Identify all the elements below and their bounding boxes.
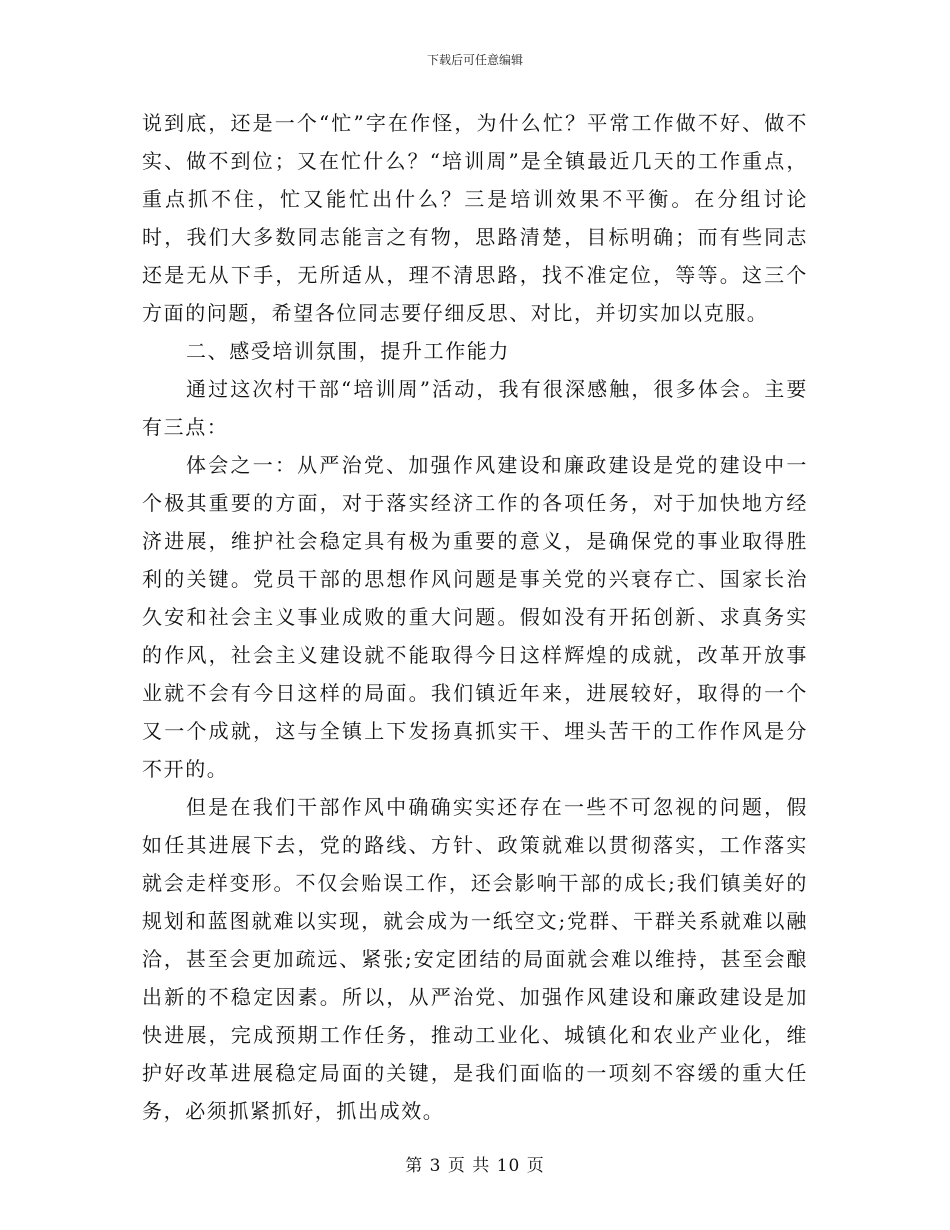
section-heading: 二、感受培训氛围，提升工作能力 — [186, 339, 510, 363]
paragraph-insight-one: 体会之一：从严治党、加强作风建设和廉政建设是党的建设中一个极其重要的方面，对于落实经济工作的各项任务，对于加快地方经济进展，维护社会稳定具有极为重要的意义，是确保党的事业取得胜利的关键。党员干部的思想作风问题是事关党的兴衰存亡、国家长治久安和社会主义事业成败的重大问题。假如没有开拓创新、求真务实的作风，社会主义建设就不能取得今日这样辉煌的成就，改革开放事业就不会有今日这样的局面。我们镇近年来，进展较好，取得的一个又一个成就，这与全镇上下发扬真抓实干、埋头苦干的工作作风是分不开的。 — [142, 453, 808, 781]
paragraph-intro: 通过这次村干部“培训周”活动，我有很深感触，很多体会。主要有三点： — [142, 377, 808, 439]
page-header: 下载后可任意编辑 — [426, 53, 523, 67]
page-footer: 第 3 页 共 10 页 — [405, 1156, 545, 1176]
paragraph-continuation: 说到底，还是一个“忙”字在作怪，为什么忙？平常工作做不好、做不实、做不到位；又在忙什么？“培训周”是全镇最近几天的工作重点，重点抓不住，忙又能忙出什么？三是培训效果不平衡。在分组讨论时，我们大多数同志能言之有物，思路清楚，目标明确；而有些同志还是无从下手，无所适从，理不清思路，找不准定位，等等。这三个方面的问题，希望各位同志要仔细反思、对比，并切实加以克服。 — [142, 111, 808, 325]
document-body — [142, 104, 808, 1130]
paragraph-problems: 但是在我们干部作风中确确实实还存在一些不可忽视的问题，假如任其进展下去，党的路线、方针、政策就难以贯彻落实，工作落实就会走样变形。不仅会贻误工作，还会影响干部的成长;我们镇美好的规划和蓝图就难以实现，就会成为一纸空文;党群、干群关系就难以融洽，甚至会更加疏远、紧张;安定团结的局面就会难以维持，甚至会酿出新的不稳定因素。所以，从严治党、加强作风建设和廉政建设是加快进展，完成预期工作任务，推动工业化、城镇化和农业产业化，维护好改革进展稳定局面的关键，是我们面临的一项刻不容缓的重大任务，必须抓紧抓好，抓出成效。 — [142, 795, 808, 1123]
